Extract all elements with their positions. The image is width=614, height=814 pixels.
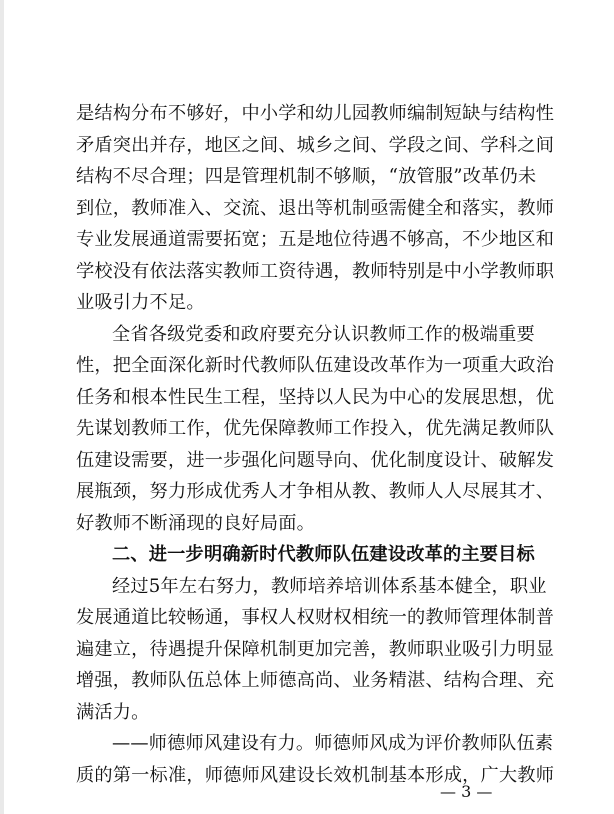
- text-line: ——师德师风建设有力。师德师风成为评价教师队伍素: [112, 733, 554, 754]
- text-line: 发展通道比较畅通，事权人权财权相统一的教师管理体制普: [76, 607, 555, 628]
- page-number: — 3 —: [440, 782, 493, 801]
- text-line: 性，把全面深化新时代教师队伍建设改革作为一项重大政治: [76, 355, 555, 376]
- paragraph-2: [76, 319, 555, 540]
- text-line: 经过5年左右努力，教师培养培训体系基本健全，职业: [112, 575, 547, 597]
- text-line: 增强，教师队伍总体上师德高尚、业务精湛、结构合理、充: [76, 670, 555, 691]
- text-line: 质的第一标准，师德师风建设长效机制基本形成，广大教师: [76, 764, 555, 786]
- text-line: 展瓶颈，努力形成优秀人才争相从教、教师人人尽展其才、: [76, 481, 555, 502]
- text-line: 遍建立，待遇提升保障机制更加完善，教师职业吸引力明显: [76, 638, 555, 660]
- paragraph-3: [76, 571, 555, 729]
- text-line: 全省各级党委和政府要充分认识教师工作的极端重要: [112, 323, 535, 345]
- text-line: 业吸引力不足。: [76, 292, 205, 313]
- document-page: [76, 98, 555, 791]
- paragraph-1: [76, 98, 555, 319]
- text-line: 好教师不断涌现的良好局面。: [76, 512, 316, 534]
- text-line: 到位，教师准入、交流、退出等机制亟需健全和落实，教师: [76, 197, 555, 219]
- text-line: 专业发展通道需要拓宽；五是地位待遇不够高，不少地区和: [76, 229, 555, 250]
- text-line: 是结构分布不够好，中小学和幼儿园教师编制短缺与结构性: [76, 103, 555, 124]
- page-left-edge: [0, 0, 4, 814]
- text-line: 结构不尽合理；四是管理机制不够顺，“放管服”改革仍未: [76, 166, 537, 187]
- text-line: 任务和根本性民生工程，坚持以人民为中心的发展思想，优: [76, 386, 555, 408]
- text-line: 先谋划教师工作，优先保障教师工作投入，优先满足教师队: [76, 418, 555, 439]
- text-line: 学校没有依法落实教师工资待遇，教师特别是中小学教师职: [76, 260, 555, 282]
- text-line: 矛盾突出并存，地区之间、城乡之间、学段之间、学科之间: [76, 134, 555, 156]
- text-line: 满活力。: [76, 701, 150, 723]
- section-heading: 二、进一步明确新时代教师队伍建设改革的主要目标: [112, 544, 535, 565]
- text-line: 伍建设需要，进一步强化问题导向、优化制度设计、破解发: [76, 449, 555, 471]
